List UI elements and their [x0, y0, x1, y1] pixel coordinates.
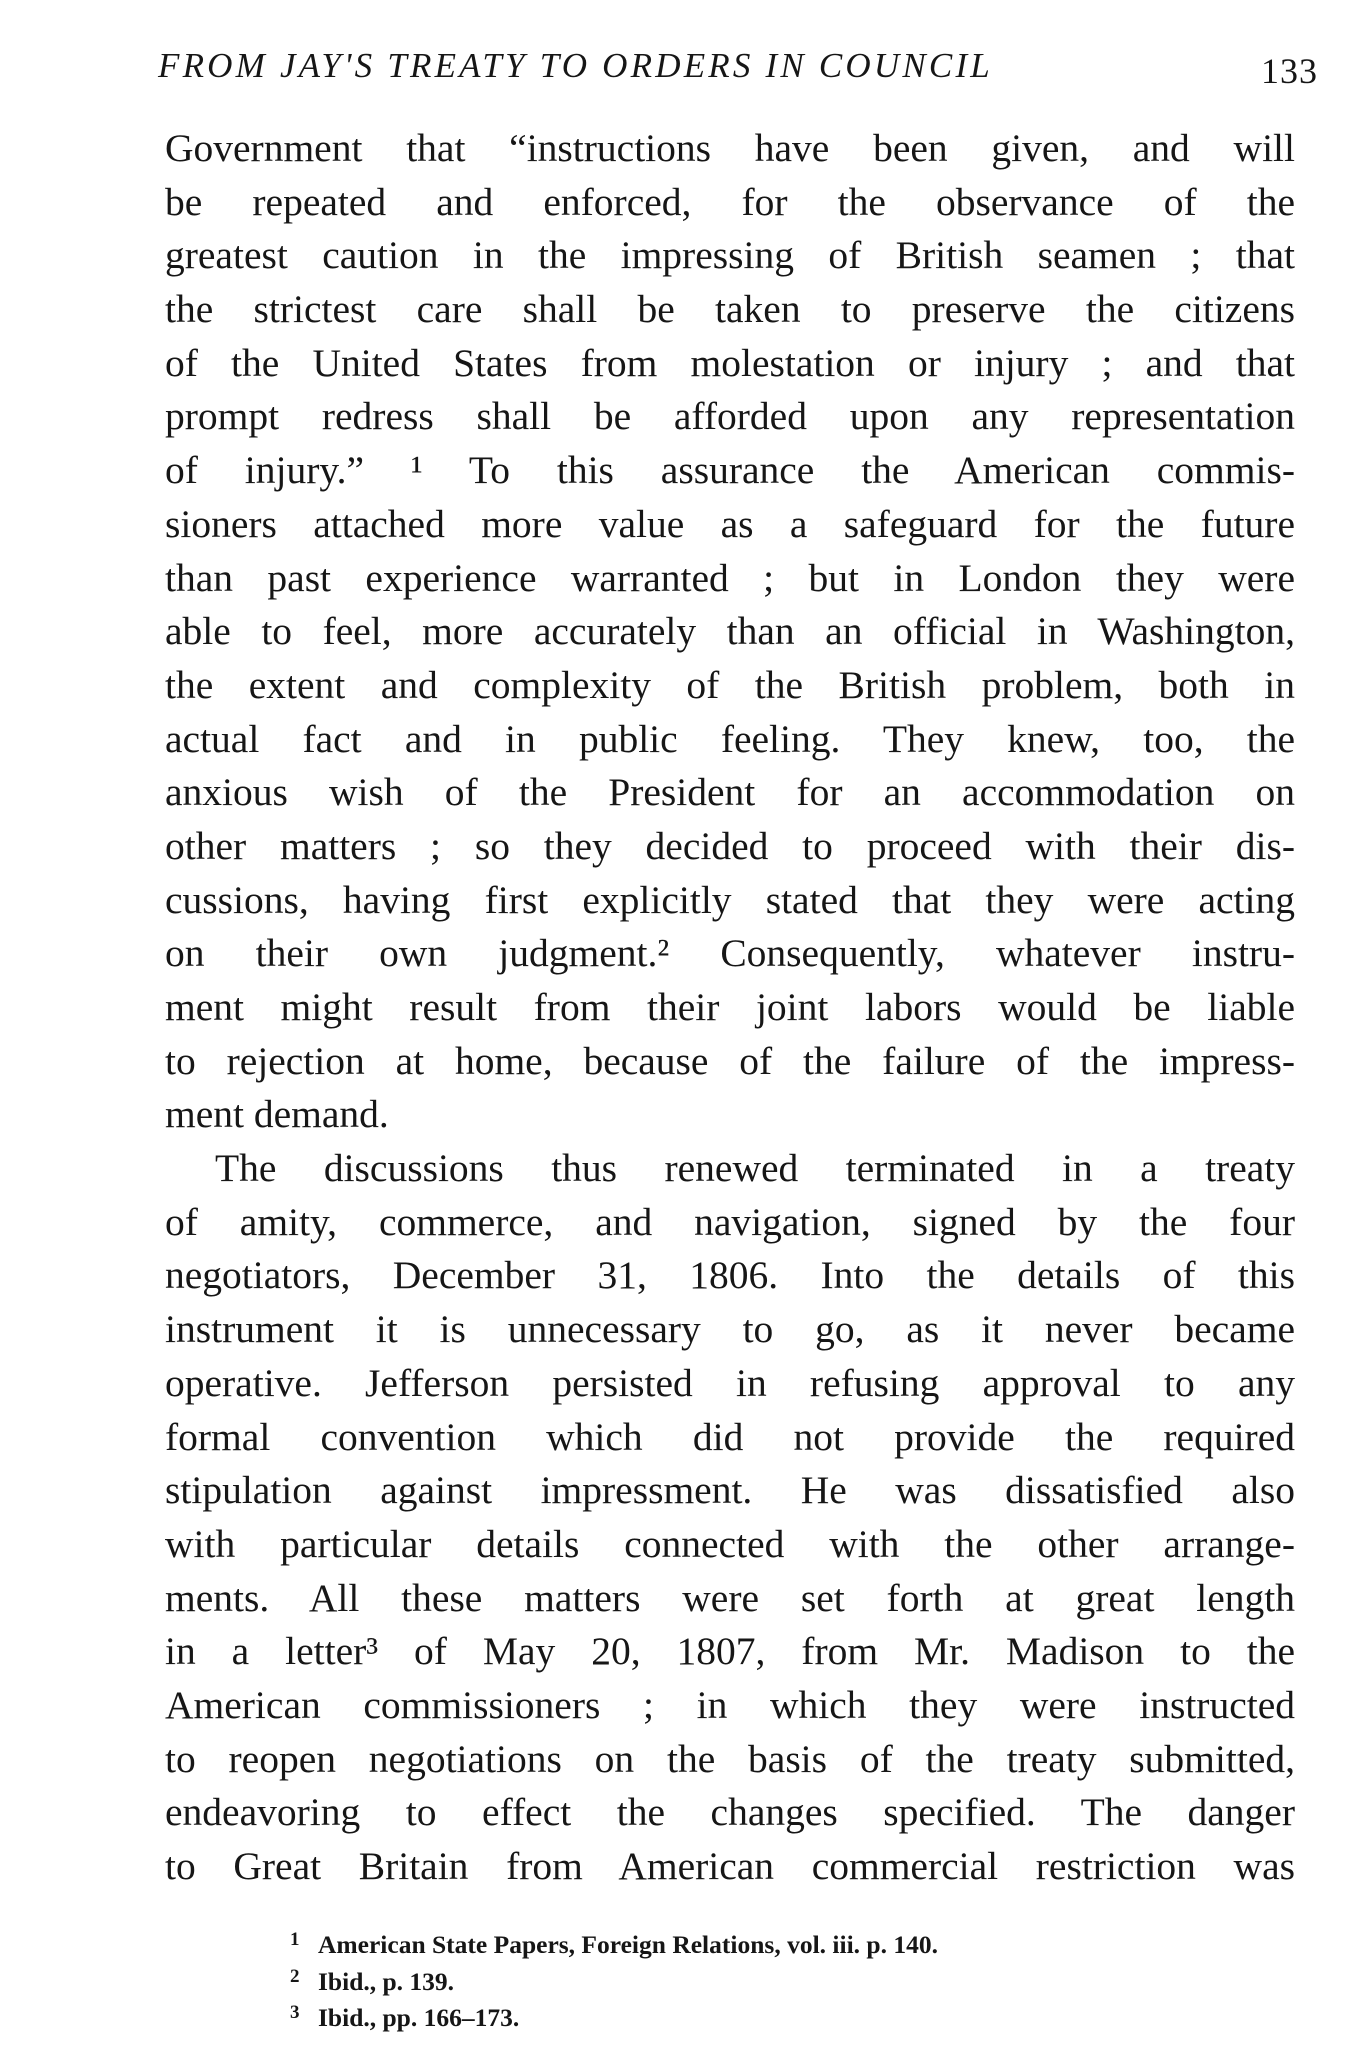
text-line: in a letter³ of May 20, 1807, from Mr. Madison to the	[165, 1629, 1295, 1674]
footnote-marker: 1	[290, 1929, 300, 1950]
text-line: greatest caution in the impressing of British seamen ; that	[165, 233, 1295, 278]
text-line: formal convention which did not provide the required	[165, 1414, 1295, 1459]
text-line: of the United States from molestation or injury ; and that	[165, 340, 1295, 385]
text-line: American commissioners ; in which they were instructed	[165, 1682, 1295, 1727]
text-line: ments. All these matters were set forth at great length	[165, 1575, 1295, 1620]
paragraph-start-line: The discussions thus renewed terminated in a treaty	[215, 1146, 1295, 1191]
text-line: sioners attached more value as a safeguard for the future	[165, 501, 1295, 546]
text-line: cussions, having first explicitly stated that they were acting	[165, 877, 1295, 922]
text-line: to Great Britain from American commercial restriction was	[165, 1844, 1295, 1888]
text-line: to reopen negotiations on the basis of the treaty submitted,	[165, 1736, 1295, 1781]
footnote	[290, 1995, 1250, 2032]
text-line: instrument it is unnecessary to go, as it never became	[165, 1307, 1295, 1352]
text-line: stipulation against impressment. He was dissatisfied also	[165, 1468, 1295, 1513]
text-line: than past experience warranted ; but in London they were	[165, 555, 1295, 600]
text-line: negotiators, December 31, 1806. Into the details of this	[165, 1253, 1295, 1298]
footnote	[290, 1959, 1250, 1996]
text-line: ment demand.	[165, 1092, 389, 1137]
page-number: 133	[1261, 51, 1318, 91]
text-line: ment might result from their joint labors would be liable	[165, 985, 1295, 1029]
text-line: to rejection at home, because of the failure of the impress-	[165, 1038, 1295, 1083]
running-title: FROM JAY'S TREATY TO ORDERS IN COUNCIL	[158, 46, 993, 85]
footnote	[290, 1922, 1250, 1959]
footnote-text: American State Papers, Foreign Relations, vol. iii. p. 140.	[318, 1930, 938, 1959]
footnote-marker: 2	[290, 1965, 300, 1987]
text-line: operative. Jefferson persisted in refusing approval to any	[165, 1360, 1295, 1405]
text-line: the strictest care shall be taken to preserve the citizens	[165, 287, 1295, 332]
text-line: of injury.” ¹ To this assurance the American commis-	[165, 448, 1295, 493]
text-line: with particular details connected with the other arrange-	[165, 1521, 1295, 1566]
text-line: other matters ; so they decided to proceed with their dis-	[165, 823, 1295, 868]
text-line: be repeated and enforced, for the observance of the	[165, 179, 1295, 224]
text-line: Government that “instructions have been given, and will	[165, 126, 1295, 170]
footnotes	[290, 1922, 1250, 2032]
footnote-text: Ibid., p. 139.	[318, 1966, 455, 1996]
footnote-text: Ibid., pp. 166–173.	[318, 2003, 520, 2032]
text-line: able to feel, more accurately than an official in Washington,	[165, 609, 1295, 654]
running-head	[158, 38, 1318, 98]
text-line: prompt redress shall be afforded upon any representation	[165, 394, 1295, 439]
text-line: the extent and complexity of the British problem, both in	[165, 662, 1295, 707]
footnote-marker: 3	[290, 2002, 300, 2023]
text-line: on their own judgment.² Consequently, whatever instru-	[165, 931, 1295, 976]
text-line: endeavoring to effect the changes specified. The danger	[165, 1790, 1295, 1835]
text-line: anxious wish of the President for an accommodation on	[165, 770, 1295, 815]
text-line: actual fact and in public feeling. They knew, too, the	[165, 716, 1295, 761]
body-text	[165, 122, 1295, 1894]
text-line: of amity, commerce, and navigation, signed by the four	[165, 1199, 1295, 1244]
